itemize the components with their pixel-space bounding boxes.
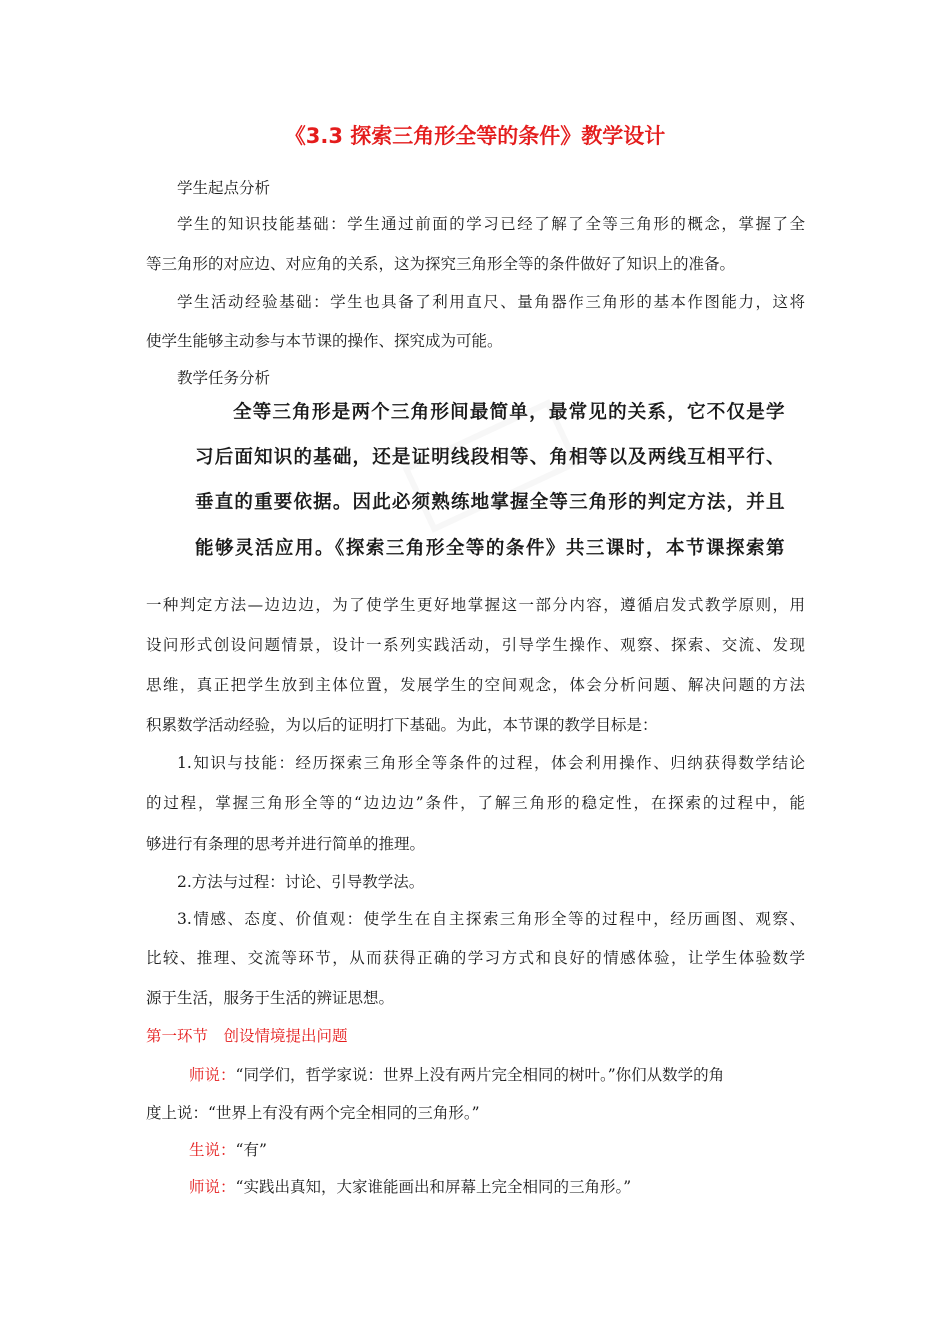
- paragraph-line: 使学生能够主动参与本节课的操作、探究成为可能。: [146, 332, 503, 350]
- goal-line: 1.知识与技能：经历探索三角形全等条件的过程，体会利用操作、归纳获得数学结论: [177, 754, 805, 772]
- bold-line: 能够灵活应用。《探索三角形全等的条件》共三课时，本节课探索第: [195, 538, 785, 559]
- goal-line: 比较、推理、交流等环节，从而获得正确的学习方式和良好的情感体验，让学生体验数学: [146, 949, 805, 967]
- paragraph-line: 积累数学活动经验，为以后的证明打下基础。为此，本节课的教学目标是：: [146, 716, 658, 734]
- page-title: 《3.3 探索三角形全等的条件》教学设计: [284, 124, 666, 148]
- paragraph-line: 学生活动经验基础：学生也具备了利用直尺、量角器作三角形的基本作图能力，这将: [177, 293, 805, 311]
- heading-task-analysis: 教学任务分析: [177, 369, 271, 387]
- goal-line: 源于生活，服务于生活的辨证思想。: [146, 989, 395, 1007]
- paragraph-line: 学生的知识技能基础：学生通过前面的学习已经了解了全等三角形的概念，掌握了全: [177, 215, 805, 233]
- dialogue-line: [189, 1176, 631, 1198]
- teacher-label: 师说：: [189, 1178, 236, 1196]
- paragraph-line: 思维，真正把学生放到主体位置，发展学生的空间观念，体会分析问题、解决问题的方法: [146, 676, 805, 694]
- heading-student-analysis: 学生起点分析: [177, 179, 271, 197]
- dialogue-text: “实践出真知，大家谁能画出和屏幕上完全相同的三角形。”: [235, 1178, 632, 1196]
- paragraph-line: 一种判定方法—边边边，为了使学生更好地掌握这一部分内容，遵循启发式教学原则，用: [146, 596, 805, 614]
- dialogue-line: 度上说：“世界上有没有两个完全相同的三角形。”: [146, 1104, 480, 1122]
- paragraph-line: 等三角形的对应边、对应角的关系，这为探究三角形全等的条件做好了知识上的准备。: [146, 255, 736, 273]
- dialogue-line: [189, 1139, 267, 1161]
- dialogue-line: [189, 1064, 805, 1086]
- bold-line: 全等三角形是两个三角形间最简单，最常见的关系，它不仅是学: [233, 402, 785, 423]
- goal-line: 够进行有条理的思考并进行简单的推理。: [146, 835, 426, 853]
- bold-line: 习后面知识的基础，还是证明线段相等、角相等以及两线互相平行、: [195, 447, 785, 468]
- goal-line: 3.情感、态度、价值观：使学生在自主探索三角形全等的过程中，经历画图、观察、: [177, 910, 805, 928]
- student-label: 生说：: [189, 1141, 236, 1159]
- bold-line: 垂直的重要依据。因此必须熟练地掌握全等三角形的判定方法，并且: [195, 492, 785, 513]
- goal-line: 2.方法与过程：讨论、引导教学法。: [177, 873, 425, 891]
- paragraph-line: 设问形式创设问题情景，设计一系列实践活动，引导学生操作、观察、探索、交流、发现: [146, 636, 805, 654]
- dialogue-text: “同学们，哲学家说：世界上没有两片完全相同的树叶。”你们从数学的角: [235, 1066, 725, 1084]
- section-heading: 第一环节 创设情境提出问题: [146, 1027, 348, 1045]
- dialogue-text: “有”: [235, 1141, 267, 1159]
- goal-line: 的过程，掌握三角形全等的“边边边”条件，了解三角形的稳定性，在探索的过程中，能: [146, 794, 805, 812]
- teacher-label: 师说：: [189, 1066, 236, 1084]
